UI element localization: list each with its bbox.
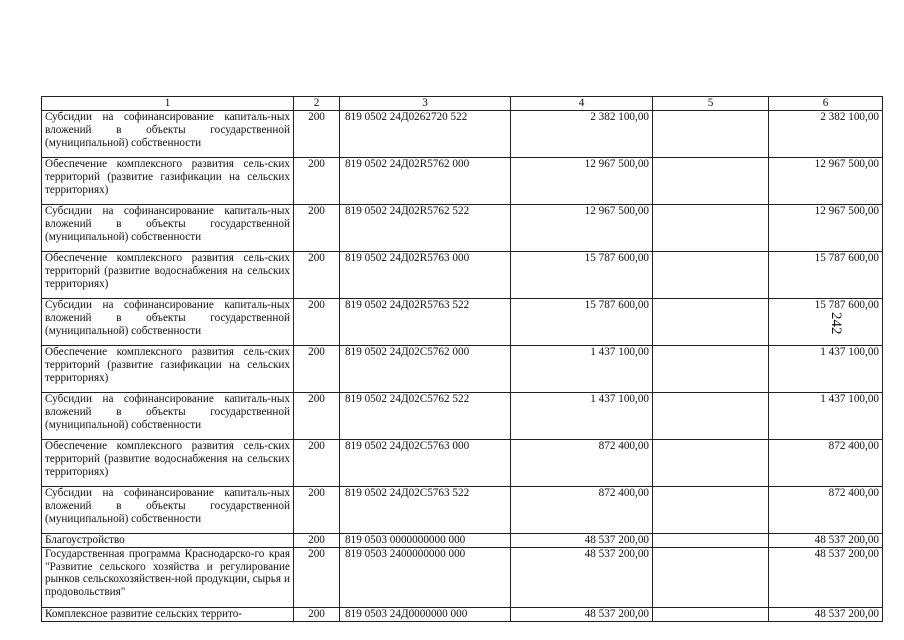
row-name: Субсидии на софинансирование капиталь-ных вложений в объекты государственной (муниципальной) собственности (42, 205, 294, 252)
row-col5 (653, 346, 769, 393)
row-name: Благоустройство (42, 534, 294, 548)
header-cell: 1 (42, 97, 294, 111)
row-col4: 1 437 100,00 (511, 393, 653, 440)
row-name: Комплексное развитие сельских террито- (42, 607, 294, 621)
budget-table (41, 96, 883, 622)
row-name: Субсидии на софинансирование капиталь-ных вложений в объекты государственной (муниципальной) собственности (42, 111, 294, 158)
row-code: 819 0502 24Д02R5762 000 (340, 158, 511, 205)
row-col4: 1 437 100,00 (511, 346, 653, 393)
row-col4: 48 537 200,00 (511, 534, 653, 548)
row-col6: 1 437 100,00 (769, 346, 883, 393)
row-col6: 12 967 500,00 (769, 205, 883, 252)
row-name: Государственная программа Краснодарско-го края "Развитие сельского хозяйства и регулирование рынков сельскохозяйствен-ной продукции, сырья и продовольствия" (42, 547, 294, 607)
page-number: 242 (828, 312, 844, 335)
row-col5 (653, 487, 769, 534)
row-col6: 48 537 200,00 (769, 534, 883, 548)
row-code: 819 0502 24Д02R5763 522 (340, 299, 511, 346)
table-row (42, 487, 883, 534)
row-col5 (653, 547, 769, 607)
row-col5 (653, 205, 769, 252)
row-col6: 2 382 100,00 (769, 111, 883, 158)
row-col6: 48 537 200,00 (769, 607, 883, 621)
row-code: 819 0502 24Д02R5762 522 (340, 205, 511, 252)
row-col6: 1 437 100,00 (769, 393, 883, 440)
row-code: 819 0503 2400000000 000 (340, 547, 511, 607)
row-code: 819 0502 24Д02С5763 522 (340, 487, 511, 534)
header-cell: 6 (769, 97, 883, 111)
row-name: Субсидии на софинансирование капиталь-ных вложений в объекты государственной (муниципальной) собственности (42, 299, 294, 346)
table-row (42, 607, 883, 621)
row-code: 819 0502 24Д02R5763 000 (340, 252, 511, 299)
row-code: 819 0503 24Д0000000 000 (340, 607, 511, 621)
row-col5 (653, 607, 769, 621)
table-row (42, 205, 883, 252)
row-code: 819 0502 24Д02С5762 000 (340, 346, 511, 393)
row-col2: 200 (294, 487, 340, 534)
row-col5 (653, 299, 769, 346)
table-header-row (42, 97, 883, 111)
table-row (42, 252, 883, 299)
row-name: Обеспечение комплексного развития сель-ских территорий (развитие водоснабжения на сельских территориях) (42, 252, 294, 299)
row-col4: 872 400,00 (511, 440, 653, 487)
row-col4: 15 787 600,00 (511, 252, 653, 299)
row-col2: 200 (294, 299, 340, 346)
row-name: Обеспечение комплексного развития сель-ских территорий (развитие газификации на сельских территориях) (42, 346, 294, 393)
row-code: 819 0502 24Д02С5763 000 (340, 440, 511, 487)
row-col2: 200 (294, 440, 340, 487)
row-col6: 15 787 600,00 (769, 299, 883, 346)
row-col6: 15 787 600,00 (769, 252, 883, 299)
row-col5 (653, 440, 769, 487)
row-col2: 200 (294, 547, 340, 607)
table-row (42, 393, 883, 440)
row-col2: 200 (294, 111, 340, 158)
header-cell: 4 (511, 97, 653, 111)
table-row (42, 534, 883, 548)
row-col2: 200 (294, 346, 340, 393)
row-col5 (653, 393, 769, 440)
row-col4: 48 537 200,00 (511, 607, 653, 621)
header-cell: 2 (294, 97, 340, 111)
row-col2: 200 (294, 252, 340, 299)
table-row (42, 346, 883, 393)
table-row (42, 440, 883, 487)
row-code: 819 0503 0000000000 000 (340, 534, 511, 548)
row-col2: 200 (294, 205, 340, 252)
header-cell: 5 (653, 97, 769, 111)
row-col4: 12 967 500,00 (511, 158, 653, 205)
row-name: Обеспечение комплексного развития сель-ских территорий (развитие водоснабжения на сельских территориях) (42, 440, 294, 487)
row-col6: 872 400,00 (769, 440, 883, 487)
row-code: 819 0502 24Д0262720 522 (340, 111, 511, 158)
row-col5 (653, 534, 769, 548)
row-col6: 12 967 500,00 (769, 158, 883, 205)
row-col5 (653, 252, 769, 299)
row-col6: 48 537 200,00 (769, 547, 883, 607)
row-col4: 872 400,00 (511, 487, 653, 534)
row-col4: 12 967 500,00 (511, 205, 653, 252)
table-row (42, 547, 883, 607)
row-col6: 872 400,00 (769, 487, 883, 534)
row-col4: 2 382 100,00 (511, 111, 653, 158)
row-col4: 48 537 200,00 (511, 547, 653, 607)
table-row (42, 111, 883, 158)
row-col2: 200 (294, 607, 340, 621)
row-col5 (653, 111, 769, 158)
row-name: Субсидии на софинансирование капиталь-ных вложений в объекты государственной (муниципальной) собственности (42, 487, 294, 534)
row-col2: 200 (294, 393, 340, 440)
row-col4: 15 787 600,00 (511, 299, 653, 346)
row-col2: 200 (294, 534, 340, 548)
row-name: Субсидии на софинансирование капиталь-ных вложений в объекты государственной (муниципальной) собственности (42, 393, 294, 440)
table-row (42, 158, 883, 205)
table-row (42, 299, 883, 346)
row-code: 819 0502 24Д02С5762 522 (340, 393, 511, 440)
row-col5 (653, 158, 769, 205)
row-name: Обеспечение комплексного развития сель-ских территорий (развитие газификации на сельских территориях) (42, 158, 294, 205)
row-col2: 200 (294, 158, 340, 205)
header-cell: 3 (340, 97, 511, 111)
